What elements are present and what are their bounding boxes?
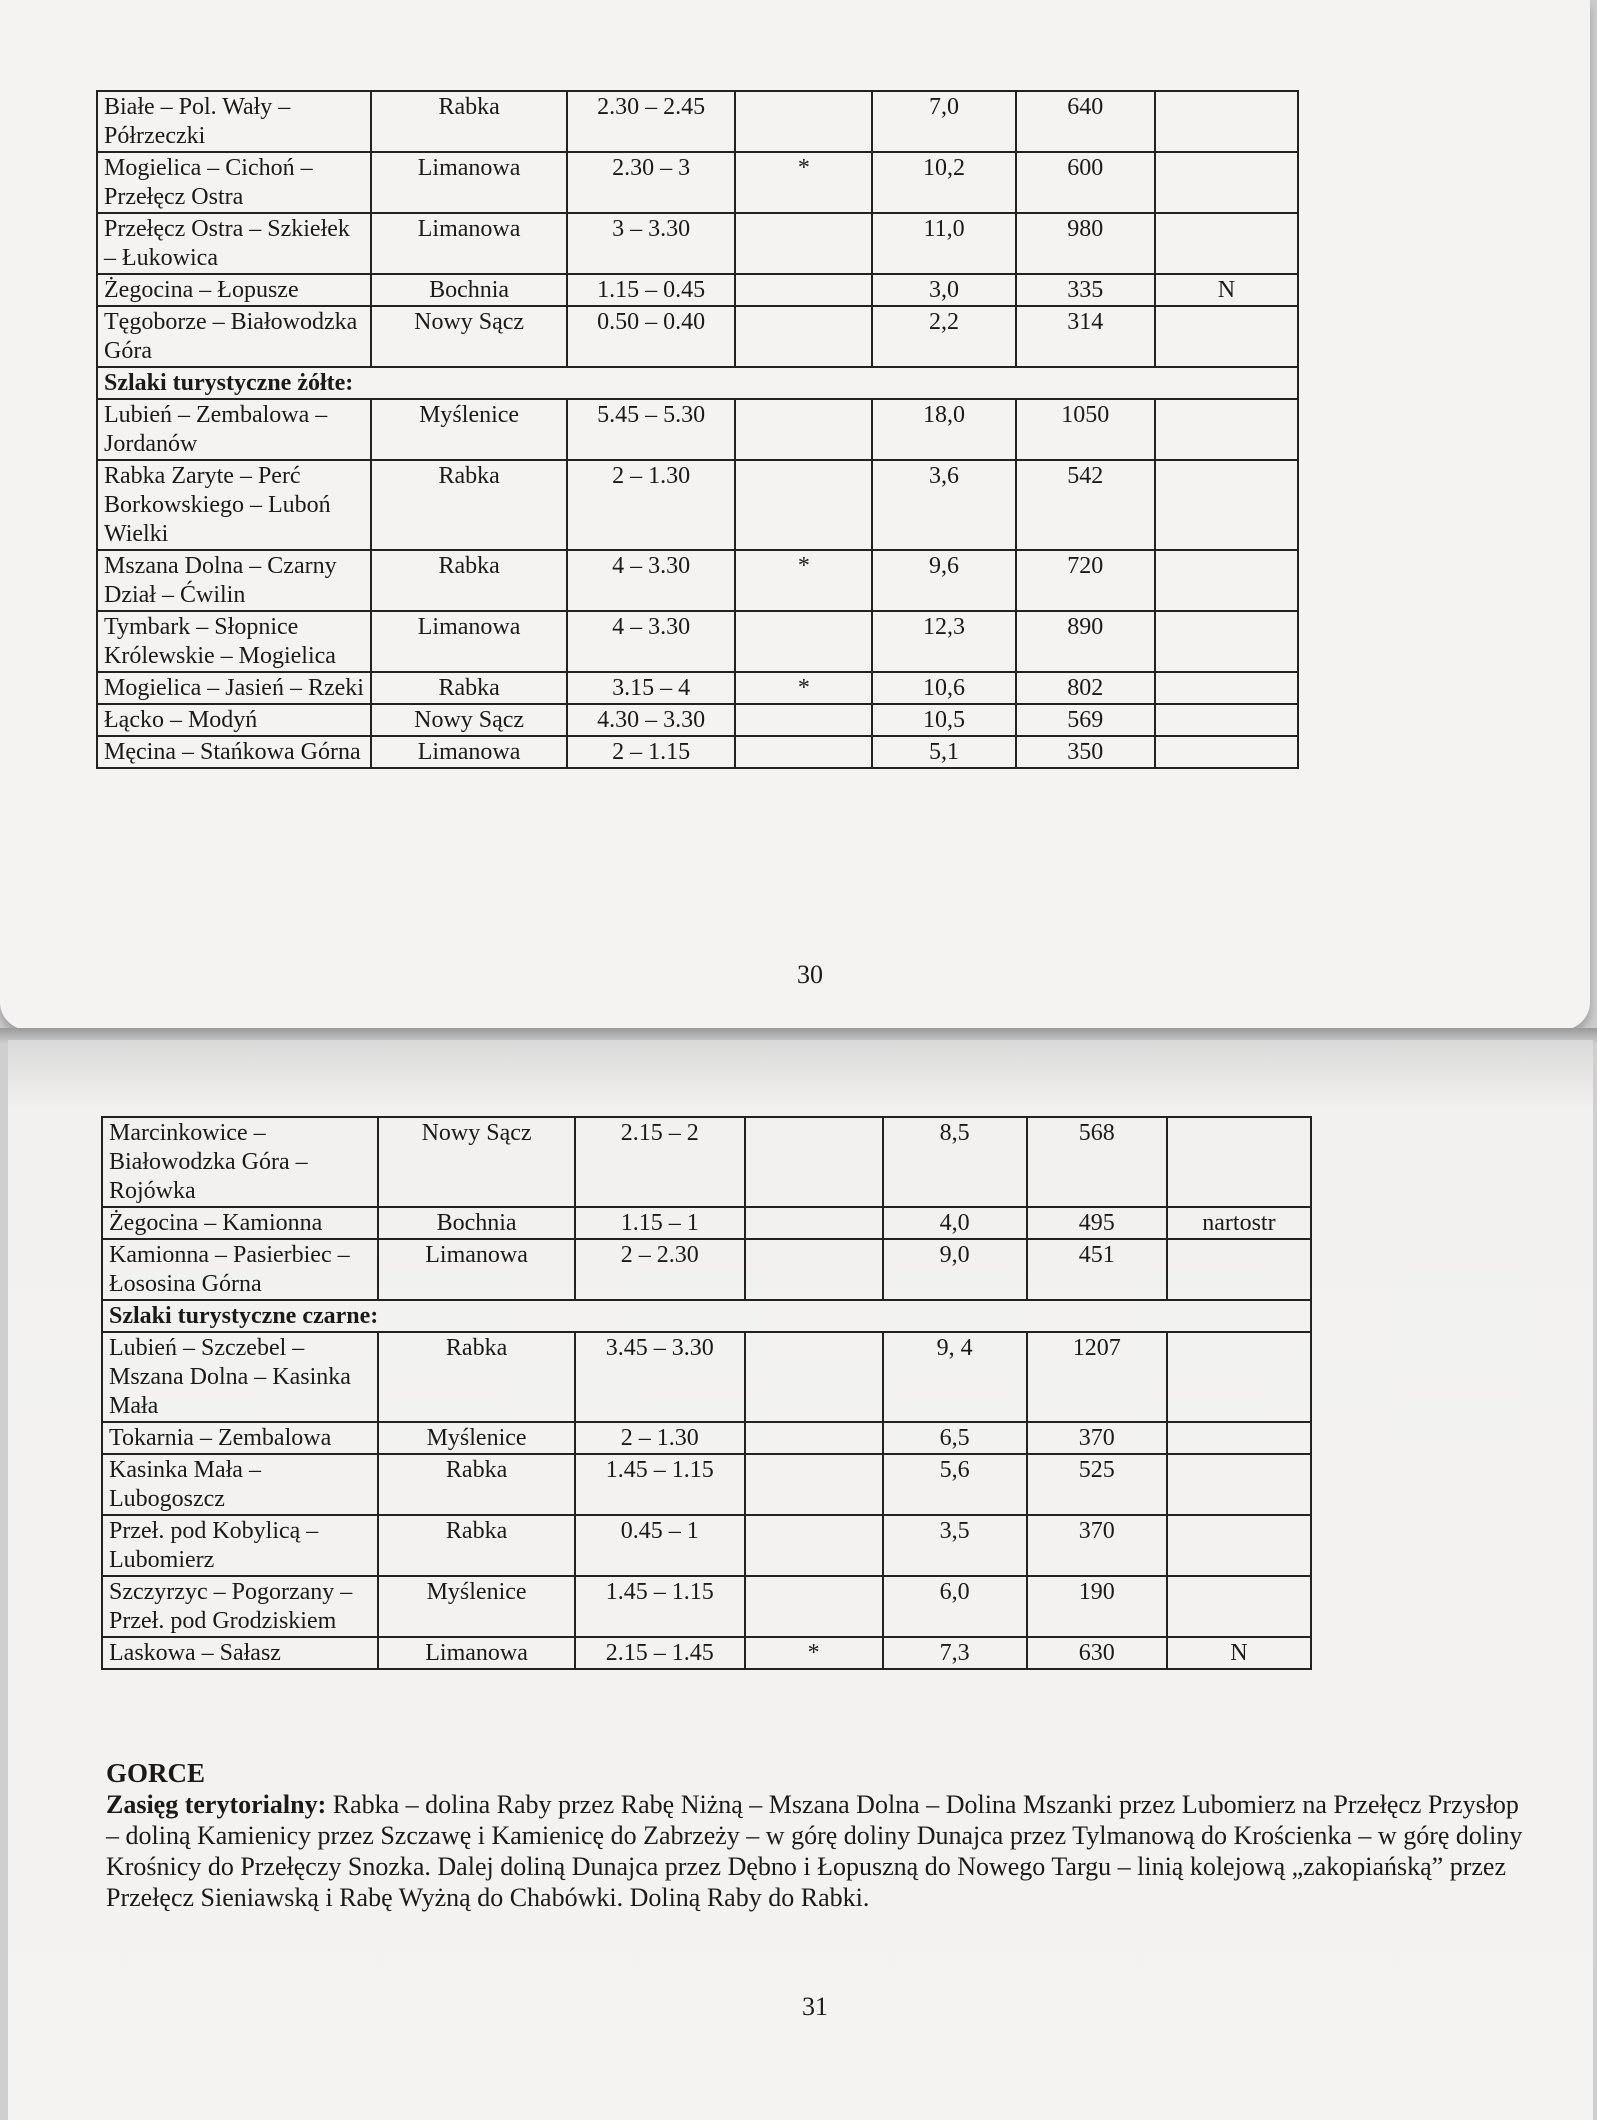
elevation-cell: 495 <box>1027 1207 1167 1239</box>
note-cell <box>1155 91 1298 152</box>
city-cell: Rabka <box>371 550 567 611</box>
note-cell <box>1155 460 1298 550</box>
page-number-top: 30 <box>797 960 823 989</box>
table-row <box>102 1117 1311 1207</box>
elevation-cell: 802 <box>1016 672 1155 704</box>
time-cell: 4 – 3.30 <box>567 550 735 611</box>
elevation-cell: 568 <box>1027 1117 1167 1207</box>
elevation-cell: 370 <box>1027 1422 1167 1454</box>
time-cell: 2.30 – 2.45 <box>567 91 735 152</box>
note-cell <box>1155 611 1298 672</box>
distance-cell: 9,0 <box>883 1239 1027 1300</box>
city-cell: Rabka <box>371 91 567 152</box>
distance-cell: 18,0 <box>872 399 1015 460</box>
time-cell: 2 – 1.30 <box>575 1422 745 1454</box>
city-cell: Myślenice <box>378 1576 575 1637</box>
region-body <box>106 1789 1526 1913</box>
time-cell: 2.15 – 2 <box>575 1117 745 1207</box>
route-cell: Przeł. pod Kobylicą – Lubomierz <box>102 1515 378 1576</box>
route-cell: Białe – Pol. Wały – Półrzeczki <box>97 91 371 152</box>
note-cell <box>1155 152 1298 213</box>
distance-cell: 9,6 <box>872 550 1015 611</box>
elevation-cell: 890 <box>1016 611 1155 672</box>
city-cell: Limanowa <box>378 1239 575 1300</box>
elevation-cell: 314 <box>1016 306 1155 367</box>
top-page <box>0 0 1590 1030</box>
note-cell <box>1167 1454 1311 1515</box>
table-row <box>102 1332 1311 1422</box>
route-cell: Szczyrzyc – Pogorzany – Przeł. pod Grodziskiem <box>102 1576 378 1637</box>
route-cell: Lubień – Zembalowa – Jordanów <box>97 399 371 460</box>
route-cell: Tęgoborze – Białowodzka Góra <box>97 306 371 367</box>
distance-cell: 5,1 <box>872 736 1015 768</box>
table-row <box>102 1637 1311 1669</box>
note-cell: N <box>1155 274 1298 306</box>
city-cell: Rabka <box>371 672 567 704</box>
city-cell: Limanowa <box>371 152 567 213</box>
distance-cell: 7,3 <box>883 1637 1027 1669</box>
star-cell <box>745 1332 883 1422</box>
city-cell: Limanowa <box>371 736 567 768</box>
distance-cell: 6,0 <box>883 1576 1027 1637</box>
time-cell: 5.45 – 5.30 <box>567 399 735 460</box>
table-row <box>97 91 1298 152</box>
note-cell: nartostr <box>1167 1207 1311 1239</box>
distance-cell: 4,0 <box>883 1207 1027 1239</box>
route-cell: Mszana Dolna – Czarny Dział – Ćwilin <box>97 550 371 611</box>
distance-cell: 2,2 <box>872 306 1015 367</box>
distance-cell: 11,0 <box>872 213 1015 274</box>
section-header-row <box>97 367 1298 399</box>
note-cell <box>1155 550 1298 611</box>
distance-cell: 3,6 <box>872 460 1015 550</box>
table-row <box>97 736 1298 768</box>
table-row <box>102 1454 1311 1515</box>
elevation-cell: 525 <box>1027 1454 1167 1515</box>
table-row <box>102 1239 1311 1300</box>
section-label: Szlaki turystyczne czarne: <box>102 1300 1311 1332</box>
region-description <box>106 1758 1526 1913</box>
star-cell <box>745 1239 883 1300</box>
distance-cell: 8,5 <box>883 1117 1027 1207</box>
star-cell: * <box>735 152 872 213</box>
city-cell: Nowy Sącz <box>371 704 567 736</box>
city-cell: Myślenice <box>378 1422 575 1454</box>
table-row <box>97 611 1298 672</box>
elevation-cell: 335 <box>1016 274 1155 306</box>
table-row <box>97 306 1298 367</box>
star-cell <box>745 1117 883 1207</box>
table-row <box>102 1207 1311 1239</box>
distance-cell: 7,0 <box>872 91 1015 152</box>
table-row <box>97 550 1298 611</box>
note-cell: N <box>1167 1637 1311 1669</box>
time-cell: 2.15 – 1.45 <box>575 1637 745 1669</box>
star-cell <box>745 1422 883 1454</box>
star-cell <box>735 213 872 274</box>
city-cell: Rabka <box>378 1332 575 1422</box>
route-cell: Łącko – Modyń <box>97 704 371 736</box>
time-cell: 3.15 – 4 <box>567 672 735 704</box>
time-cell: 1.15 – 1 <box>575 1207 745 1239</box>
elevation-cell: 630 <box>1027 1637 1167 1669</box>
elevation-cell: 370 <box>1027 1515 1167 1576</box>
star-cell: * <box>735 672 872 704</box>
city-cell: Myślenice <box>371 399 567 460</box>
note-cell <box>1167 1117 1311 1207</box>
route-cell: Lubień – Szczebel – Mszana Dolna – Kasinka Mała <box>102 1332 378 1422</box>
note-cell <box>1167 1515 1311 1576</box>
elevation-cell: 569 <box>1016 704 1155 736</box>
route-cell: Mogielica – Jasień – Rzeki <box>97 672 371 704</box>
section-label: Szlaki turystyczne żółte: <box>97 367 1298 399</box>
note-cell <box>1155 213 1298 274</box>
time-cell: 3.45 – 3.30 <box>575 1332 745 1422</box>
table-row <box>97 460 1298 550</box>
star-cell: * <box>735 550 872 611</box>
page-number-bottom: 31 <box>802 1992 828 2021</box>
route-cell: Tokarnia – Zembalowa <box>102 1422 378 1454</box>
route-cell: Kasinka Mała – Lubogoszcz <box>102 1454 378 1515</box>
star-cell: * <box>745 1637 883 1669</box>
elevation-cell: 451 <box>1027 1239 1167 1300</box>
distance-cell: 5,6 <box>883 1454 1027 1515</box>
city-cell: Nowy Sącz <box>378 1117 575 1207</box>
star-cell <box>735 704 872 736</box>
city-cell: Limanowa <box>378 1637 575 1669</box>
city-cell: Rabka <box>371 460 567 550</box>
route-cell: Kamionna – Pasierbiec – Łososina Górna <box>102 1239 378 1300</box>
region-label: Zasięg terytorialny: <box>106 1790 327 1819</box>
star-cell <box>735 399 872 460</box>
city-cell: Rabka <box>378 1515 575 1576</box>
trail-table-top <box>96 90 1299 769</box>
distance-cell: 10,5 <box>872 704 1015 736</box>
table-row <box>102 1576 1311 1637</box>
note-cell <box>1167 1332 1311 1422</box>
note-cell <box>1155 704 1298 736</box>
route-cell: Marcinkowice – Białowodzka Góra – Rojówka <box>102 1117 378 1207</box>
elevation-cell: 190 <box>1027 1576 1167 1637</box>
route-cell: Przełęcz Ostra – Szkiełek – Łukowica <box>97 213 371 274</box>
route-cell: Laskowa – Sałasz <box>102 1637 378 1669</box>
time-cell: 2.30 – 3 <box>567 152 735 213</box>
time-cell: 4.30 – 3.30 <box>567 704 735 736</box>
time-cell: 2 – 2.30 <box>575 1239 745 1300</box>
distance-cell: 6,5 <box>883 1422 1027 1454</box>
star-cell <box>735 460 872 550</box>
time-cell: 1.45 – 1.15 <box>575 1576 745 1637</box>
city-cell: Bochnia <box>378 1207 575 1239</box>
city-cell: Limanowa <box>371 213 567 274</box>
city-cell: Bochnia <box>371 274 567 306</box>
note-cell <box>1155 399 1298 460</box>
elevation-cell: 720 <box>1016 550 1155 611</box>
note-cell <box>1167 1239 1311 1300</box>
table-row <box>102 1515 1311 1576</box>
elevation-cell: 542 <box>1016 460 1155 550</box>
star-cell <box>735 274 872 306</box>
city-cell: Nowy Sącz <box>371 306 567 367</box>
distance-cell: 9, 4 <box>883 1332 1027 1422</box>
time-cell: 2 – 1.30 <box>567 460 735 550</box>
star-cell <box>745 1454 883 1515</box>
distance-cell: 3,0 <box>872 274 1015 306</box>
distance-cell: 12,3 <box>872 611 1015 672</box>
note-cell <box>1167 1422 1311 1454</box>
elevation-cell: 600 <box>1016 152 1155 213</box>
elevation-cell: 350 <box>1016 736 1155 768</box>
time-cell: 3 – 3.30 <box>567 213 735 274</box>
city-cell: Limanowa <box>371 611 567 672</box>
time-cell: 0.45 – 1 <box>575 1515 745 1576</box>
route-cell: Żegocina – Kamionna <box>102 1207 378 1239</box>
note-cell <box>1155 672 1298 704</box>
route-cell: Męcina – Stańkowa Górna <box>97 736 371 768</box>
trail-table-bottom <box>101 1116 1312 1670</box>
distance-cell: 10,2 <box>872 152 1015 213</box>
star-cell <box>735 91 872 152</box>
elevation-cell: 980 <box>1016 213 1155 274</box>
table-row <box>97 274 1298 306</box>
note-cell <box>1167 1576 1311 1637</box>
route-cell: Tymbark – Słopnice Królewskie – Mogielica <box>97 611 371 672</box>
route-cell: Rabka Zaryte – Perć Borkowskiego – Luboń Wielki <box>97 460 371 550</box>
star-cell <box>745 1576 883 1637</box>
elevation-cell: 1050 <box>1016 399 1155 460</box>
distance-cell: 10,6 <box>872 672 1015 704</box>
star-cell <box>735 611 872 672</box>
region-text: Rabka – dolina Raby przez Rabę Niżną – Mszana Dolna – Dolina Mszanki przez Lubomierz na Przełęcz Przysłop – doliną Kamienicy przez Szczawę i Kamienicę do Zabrzeży – w górę doliny Dunajca przez Tylmanową do Krościenka – w górę doliny Krośnicy do Przełęczy Snozka. Dalej doliną Dunajca przez Dębno i Łopuszną do Nowego Targu – linią kolejową „zakopiańską” przez Przełęcz Sieniawską i Rabę Wyżną do Chabówki. Doliną Raby do Rabki. <box>106 1790 1523 1912</box>
time-cell: 4 – 3.30 <box>567 611 735 672</box>
region-title: GORCE <box>106 1758 206 1788</box>
star-cell <box>735 306 872 367</box>
time-cell: 0.50 – 0.40 <box>567 306 735 367</box>
city-cell: Rabka <box>378 1454 575 1515</box>
route-cell: Mogielica – Cichoń – Przełęcz Ostra <box>97 152 371 213</box>
table-row <box>97 672 1298 704</box>
elevation-cell: 1207 <box>1027 1332 1167 1422</box>
time-cell: 1.15 – 0.45 <box>567 274 735 306</box>
table-row <box>97 399 1298 460</box>
distance-cell: 3,5 <box>883 1515 1027 1576</box>
table-row <box>102 1422 1311 1454</box>
note-cell <box>1155 306 1298 367</box>
section-header-row <box>102 1300 1311 1332</box>
table-row <box>97 213 1298 274</box>
table-row <box>97 152 1298 213</box>
note-cell <box>1155 736 1298 768</box>
table-row <box>97 704 1298 736</box>
star-cell <box>745 1207 883 1239</box>
time-cell: 2 – 1.15 <box>567 736 735 768</box>
star-cell <box>735 736 872 768</box>
star-cell <box>745 1515 883 1576</box>
route-cell: Żegocina – Łopusze <box>97 274 371 306</box>
time-cell: 1.45 – 1.15 <box>575 1454 745 1515</box>
elevation-cell: 640 <box>1016 91 1155 152</box>
